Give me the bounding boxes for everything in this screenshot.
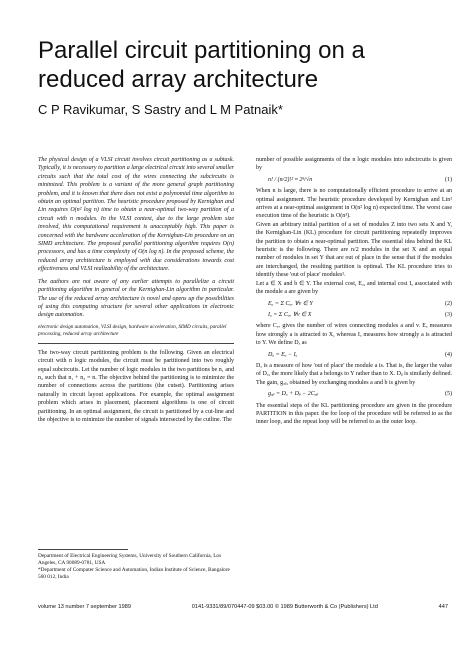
body-paragraph: where Cₐᵥ gives the number of wires connecting modules a and v. Eₐ measures how strongly a is attracted to X, whereas Iₐ measures how strongly a is attracted to Y. We define Dₐ as xyxy=(256,323,452,347)
equation-number: (2) xyxy=(445,300,452,307)
body-paragraph: Dₐ is a measure of how 'out of place' the module a is. That is, the larger the value of Dₐ, the more likely that a belongs to Y rather than to X. Dᵦ is similarly defined. The gain, gₐᵦ, obtained by exchanging modules a and b is given by xyxy=(256,362,452,386)
journal-issue: volume 13 number 7 september 1989 xyxy=(38,604,131,610)
body-paragraph: Let a ∈ X and b ∈ Y. The external cost, Eₐ, and internal cost Iₐ associated with the module a are given by xyxy=(256,280,452,296)
affiliation-line: *Department of Computer Science and Automation, Indian Institute of Science, Bangalore 560 012, India xyxy=(38,567,230,580)
abstract xyxy=(38,156,234,320)
body-paragraph: The two-way circuit partitioning problem is the following. Given an electrical circuit with n logic modules, the circuit must be partitioned into two roughly equal subcircuits. Let the number of logic modules in the two partitions be n₁ and n₂ such that n₁ + n₂ = n. The objective behind the partitioning is to minimize the number of connections across the partitions (the cutset). Partitioning arises naturally in circuit layout applications. For example, the optimal assignment problem which arises in placement, placement algorithms is one of circuit partitioning. In an optimal assignment, the circuit is partitioned by a cut-line and the objective is to minimize the number of signals intersected by the cutline. The xyxy=(38,349,234,423)
equation-1 xyxy=(268,176,452,184)
affiliation-footnote xyxy=(38,549,234,581)
equation-3 xyxy=(268,311,452,319)
keywords: electronic design automation, VLSI design, hardware acceleration, SIMD circuits, parallel processing, reduced array architecture xyxy=(38,323,227,337)
equation-text: gₐᵦ = Dₐ + Dᵦ − 2Cₐᵦ xyxy=(268,391,319,398)
abstract-paragraph: The authors are not aware of any earlier attempts to parallelize a circuit partitioning algorithm in general or the Kernighan-Lin algorithm in particular. The use of the reduced array architecture is novel and opens up the possibilities of using this computing structure for several other applications in electronic design automation. xyxy=(38,278,234,319)
equation-text: Dₐ = Eₐ − Iₐ xyxy=(268,351,298,358)
left-column xyxy=(38,156,234,424)
footnote-rule xyxy=(38,549,128,550)
equation-number: (5) xyxy=(445,391,452,398)
equation-4 xyxy=(268,351,452,359)
equation-number: (4) xyxy=(445,351,452,358)
page-footer xyxy=(38,604,448,610)
equation-text: Iₐ = Σ Cₐᵥ ∀v ∈ X xyxy=(268,311,312,318)
abstract-paragraph: The physical design of a VLSI circuit involves circuit partitioning as a subtask. Typically, it is necessary to partition a large electrical circuit into several smaller circuits such that the total cost of the wires connecting the subcircuits is minimized. This problem is a variant of the more general graph partitioning problem, and it is known that there does not exist a polynomial time algorithm to obtain an optimal partition. The heuristic procedure proposed by Kernighan and Lin requires O(n² log n) time to obtain a near-optimal two-way partition of a circuit with n modules. In the VLSI context, due to the large problem size involved, this computational requirement is unacceptably high. This paper is concerned with the hardware acceleration of the Kernighan-Lin procedure on an SIMD architecture. The proposed parallel partitioning algorithm requires O(n) processors, and has a time complexity of O(n log n). In the proposed scheme, the reduced array architecture is employed with due considerations towards cost effectiveness and VLSI realizability of the architecture. xyxy=(38,157,234,273)
equation-text: n! / (n/2)!² ≈ 2ⁿ/√n xyxy=(268,176,313,183)
divider xyxy=(38,343,234,344)
body-paragraph: The essential steps of the KL partitioning procedure are given in the procedure PARTITION in this paper. the for loop of the procedure will be referred to as the inner loop, and the repeat loop will be referred to as the outer loop. xyxy=(256,402,452,426)
equation-text: Eₐ = Σ Cₐᵥ ∀v ∈ Y xyxy=(268,300,313,307)
body-paragraph: When n is large, there is no computationally efficient procedure to arrive at an optimal assignment. The heuristic procedure developed by Kernighan and Lin¹ arrives at a near-optimal assignment in O(n² log n) expected time. The worst case execution time of the heuristic is O(n³). xyxy=(256,188,452,220)
equation-2 xyxy=(268,300,452,308)
equation-5 xyxy=(268,390,452,398)
body-paragraph: Given an arbitrary initial partition of a set of modules Z into two sets X and Y, the Kernighan-Lin (KL) procedure for circuit partitioning repeatedly improves the partition to obtain a near-optimal partition. The essential idea behind the KL heuristic is the following. There are n/2 modules in the set X and an equal number of modules in set Y that are out of place in the sense that if the modules are interchanged, the resulting partition is optimal. The KL procedure tries to identify these 'out of place' modules¹. xyxy=(256,221,452,279)
introduction xyxy=(38,349,234,425)
author-list: C P Ravikumar, S Sastry and L M Patnaik* xyxy=(38,102,283,117)
equation-number: (1) xyxy=(445,176,452,183)
affiliation-line: Department of Electrical Engineering Systems, University of Southern California, Los Angeles, CA 90089-0781, USA xyxy=(38,553,222,566)
equation-number: (3) xyxy=(445,311,452,318)
body-paragraph: number of possible assignments of the n logic modules into subcircuits is given by xyxy=(256,157,452,172)
page-number: 447 xyxy=(438,604,448,610)
paper-title: Parallel circuit partitioning on a reduced array architecture xyxy=(38,37,365,93)
right-column xyxy=(256,156,452,427)
copyright-line: 0141-9331/89/070447-09 $03.00 © 1989 Butterworth & Co (Publishers) Ltd xyxy=(191,604,378,610)
